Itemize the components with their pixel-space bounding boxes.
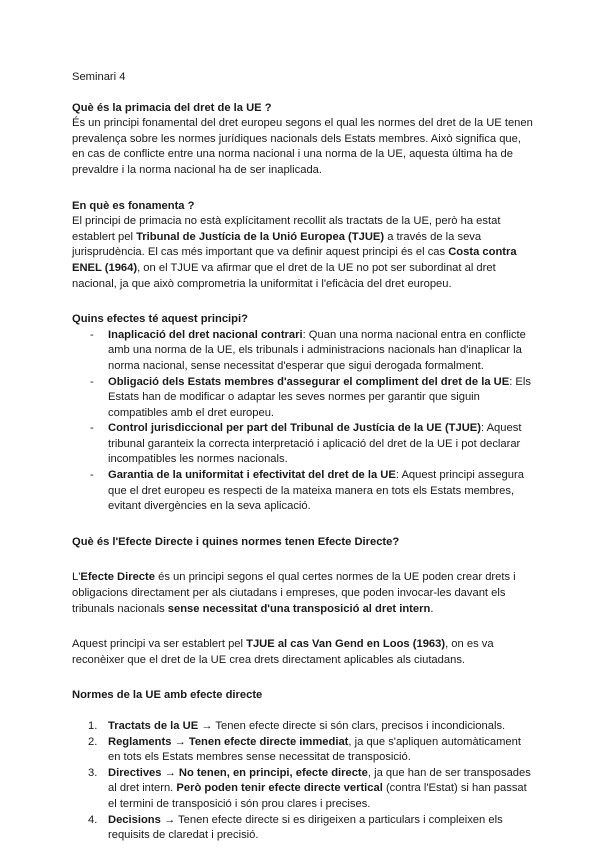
bold-run: sense necessitat d'una transposició al dret intern xyxy=(167,602,431,615)
bold-run: Costa contra ENEL (1964) xyxy=(72,246,517,274)
list-item xyxy=(72,468,534,515)
van-gend-paragraph xyxy=(72,637,534,668)
section-norms xyxy=(72,688,534,843)
bold-run: Tribunal de Justícia de la Unió Europea (TJUE) xyxy=(136,230,385,243)
text-run: és un principi segons el qual certes normes de la UE poden crear drets i obligacions directament per als ciutadans i empreses, que poden invocar-les davant els tribunals nacionals xyxy=(72,571,516,615)
direct-effect-paragraph xyxy=(72,570,534,617)
bold-run: Però poden tenir efecte directe vertical xyxy=(176,782,383,795)
text-run: , on es va reconèixer que el dret de la UE crea drets directament aplicables als ciutadans. xyxy=(72,638,494,666)
norms-list xyxy=(72,719,534,844)
document-title: Seminari 4 xyxy=(72,71,126,83)
text-run: → Tenen efecte directe si es dirigeixen a particulars i compleixen els requisits de claredat i precisió. xyxy=(108,813,503,842)
foundation-paragraph xyxy=(72,214,534,292)
text-run: El principi de primacia no està explícitament recollit als tractats de la UE, però ha estat establert pel xyxy=(72,215,501,243)
list-item xyxy=(72,766,534,813)
bold-run: Efecte Directe xyxy=(80,571,155,584)
text-run: : Quan una norma nacional entra en conflicte amb una norma de la UE, els tribunals i administracions nacionals han d'inaplicar la norma nacional, sense necessitat d'esperar que sigui derogada formalment. xyxy=(108,328,526,372)
primacy-paragraph: És un principi fonamental del dret europeu segons el qual les normes del dret de la UE tenen prevalença sobre les normes jurídiques nacionals dels Estats membres. Això significa que, en cas de conflicte entre una norma nacional i una norma de la UE, aquesta última ha de prevaldre i la norma nacional ha de ser inaplicada. xyxy=(72,117,533,176)
bold-run: Tractats de la UE xyxy=(108,720,199,732)
heading-effects: Quins efectes té aquest principi? xyxy=(72,313,248,326)
text-run: Aquest principi va ser establert pel xyxy=(72,638,247,651)
text-run: → Tenen efecte directe si són clars, precisos i incondicionals. xyxy=(198,720,506,732)
text-run: , on el TJUE va afirmar que el dret de la UE no pot ser subordinat al dret nacional, ja que això comprometria la uniformitat i l'eficàcia del dret europeu. xyxy=(72,261,496,290)
list-item xyxy=(72,375,534,422)
text-run: : Aquest principi assegura que el dret europeu es respecti de la mateixa manera en tots els Estats membres, evitant divergències en la seva aplicació. xyxy=(108,469,524,513)
list-item xyxy=(72,328,534,375)
section-foundation xyxy=(72,199,534,293)
list-item xyxy=(72,719,534,735)
list-item xyxy=(72,813,534,844)
text-run: , ja que s'apliquen automàticament en tots els Estats membres sense necessitat de transposició. xyxy=(108,735,521,764)
bold-run: TJUE al cas Van Gend en Loos (1963) xyxy=(246,638,446,651)
text-run: : Aquest tribunal garanteix la correcta interpretació i aplicació del dret de la UE i pot declarar incompatibles les normes nacionals. xyxy=(108,422,522,466)
text-run: : Els Estats han de modificar o adaptar les seves normes per garantir que siguin compatibles amb el dret europeu. xyxy=(108,375,531,419)
heading-direct-effect: Què és l'Efecte Directe i quines normes tenen Efecte Directe? xyxy=(72,535,400,548)
bold-run: Reglaments → Tenen efecte directe immediat xyxy=(108,735,349,748)
text-run: . xyxy=(430,602,434,615)
bold-run: Control jurisdiccional per part del Tribunal de Justícia de la UE (TJUE) xyxy=(108,422,481,435)
list-item xyxy=(72,421,534,468)
bold-run: Decisions xyxy=(108,813,161,826)
list-item xyxy=(72,735,534,766)
text-run: a través de la seva jurisprudència. El cas més important que va definir aquest principi és el cas xyxy=(72,230,482,259)
text-run: (contra l'Estat) si han passat el termini de transposició i són prou clares i precises. xyxy=(108,782,527,810)
document-page xyxy=(72,70,534,844)
section-primacy xyxy=(72,101,534,179)
heading-primacy: Què és la primacia del dret de la UE ? xyxy=(72,101,272,114)
section-effects xyxy=(72,312,534,515)
bold-run: Inaplicació del dret nacional contrari xyxy=(108,328,303,341)
effects-list xyxy=(72,328,534,515)
bold-run: Garantia de la uniformitat i efectivitat del dret de la UE xyxy=(108,469,396,482)
heading-foundation: En què es fonamenta ? xyxy=(72,199,195,212)
bold-run: Directives → No tenen, en principi, efecte directe xyxy=(108,766,368,779)
heading-norms: Normes de la UE amb efecte directe xyxy=(72,689,263,702)
bold-run: Obligació dels Estats membres d'assegurar el compliment del dret de la UE xyxy=(108,375,510,388)
text-run: , ja que han de ser transposades al dret intern. xyxy=(108,766,531,795)
text-run: L' xyxy=(72,571,81,584)
